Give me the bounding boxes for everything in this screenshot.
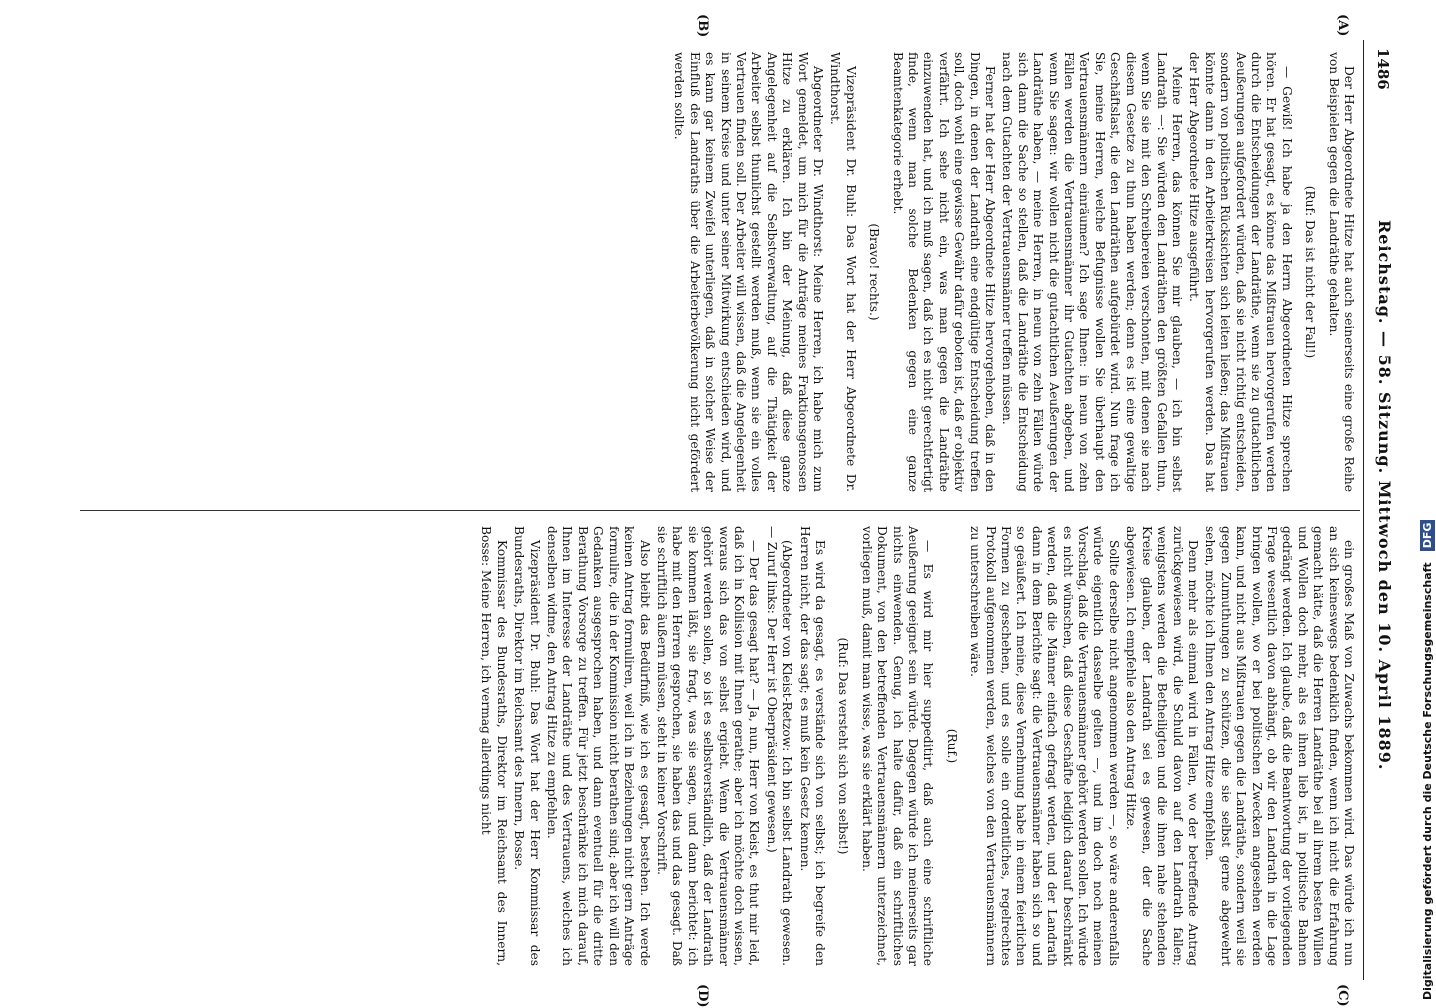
margin-mark-c: (C) [1335,984,1350,1007]
paragraph: Der Herr Abgeordnete Hitze hat auch seinerseits eine große Reihe von Beispielen gegen die Landräthe gehalten. [1326,52,1356,492]
right-column [476,526,1356,966]
paragraph: — Der das gesagt hat? — Ja, nun, Herr von Kleist, es thut mir leid, daß ich in Kollision mit Ihnen gerathe; aber ich möchte doch wissen, woraus sich das von selbst ergiebt. Wenn die Vertrauensmänner gehört werden sollen, so ist es selbstverständlich, daß der Landrath sie kommen läßt, sie fragt, was sie sagen, und dann berichtet: ich habe mit den Herren gesprochen, sie haben das und das gesagt. Daß sie schriftlich äußern müssen, steht in keiner Vorschrift. [654,526,762,966]
paragraph: Sollte derselbe nicht angenommen werden —, so wäre anderenfalls würde eigentlich dasselbe gelten —, und im doch noch meinen Vorschlag, daß die Vertrauensmänner gehört werden sollen. Ich würde es nicht wünschen, daß diese Geschäfte lediglich darauf beschränkt werden, daß die Männer einfach gefragt werden, und der Landrath dann in dem Berichte sagt: die Vertrauensmänner haben sich so und so geäußert. Ich meine, diese Vernehmung habe in einem feierlichen Formen zu geschehen, und es solle ein ordentliches, regelrechtes Protokoll aufgenommen werden, welches von den Vertrauensmännern zu unterschreiben wäre. [968,526,1121,966]
paragraph: — Es wird mir hier suppeditirt, daß auch eine schriftliche Aeußerung geeignet sein würde. Dagegen würde ich meinerseits gar nichts einwenden. Genug, ich halte dafür, daß ein schriftliches Dokument, von den betreffenden Vertrauensmännern unterzeichnet, vorliegen muß, damit man wisse, was sie erklärt haben. [859,526,936,966]
paragraph: Es wird da gesagt, es verstände sich von selbst; ich begreife den Herren nicht, der das sagt; es muß kein Gesetz kennen. [797,526,827,966]
interjection: (Bravo! rechts.) [867,223,882,321]
paragraph: Abgeordneter Dr. Windthorst: Meine Herren, ich habe mich zum Wort gemeldet, um mich für die Anträge meines Fraktionsgenossen Hitze zu erklären. Ich bin der Meinung, daß diese ganze Angelegenheit auf die Selbstverwaltung, auf die Thätigkeit der Arbeiter selbst thunlichst gestellt werden muß, wenn sie ein volles Vertrauen finden soll. Der Arbeiter will wissen, daß die Angelegenheit in seinem Kreise und unter seiner Mitwirkung entschieden wird, und es kann gar keinem Zweifel unterliegen, daß in solcher Weise der Einfluß des Landraths über die Arbeiterbevölkerung nicht gefördert werden sollte. [672,52,825,492]
paragraph: Meine Herren, das können Sie mir glauben, — ich bin selbst Landrath —: Sie würden den Landräthen den größten Gefallen thun, wenn Sie sie mit den Schreibereien verschonten, mit denen sie nach diesem Gesetze zu thun haben werden; denn es ist eine gewaltige Geschäftslast, die den Landräthen aufgebürdet wird. Nun frage ich Sie, meine Herren, welche Befugnisse wollen Sie überhaupt den Vertrauensmännern einräumen? Ich sage Ihnen: in neun von zehn Fällen werden die Vertrauensmänner ihr Gutachten abgeben, und wenn Sie sagen: wir wollen nicht die gutachtlichen Aeußerungen der Landräthe haben, — meine Herren, in neun von zehn Fällen würde sich dann die Sache so stellen, daß die Landräthe die Entscheidung nach dem Gutachten der Vertrauensmänner treffen müssen. [1000,52,1184,492]
paragraph: Vizepräsident Dr. Buhl: Das Wort hat der Herr Abgeordnete Dr. Windthorst. [828,52,858,492]
paragraph: — Gewiß! Ich habe ja den Herrn Abgeordneten Hitze sprechen hören. Er hat gesagt, es könne das Mißtrauen hervorgerufen werden durch die Entscheidungen der Landräthe, wenn sie zu gutachtlichen Aeußerungen aufgefordert würden, daß sie nicht richtig entscheiden, sondern von politischen Rücksichten sich leiten ließen; das Mißtrauen könnte dann in den Arbeiterkreisen hervorgerufen werden. Das hat der Herr Abgeordnete Hitze ausgeführt. [1187,52,1294,492]
interjection: (Ruf.) [944,728,959,764]
interjection: (Ruf: Das versteht sich von selbst!) [836,637,851,855]
rotated-page-body [70,14,1400,1008]
running-title: Reichstag. — 58. Sitzung. Mittwoch den 10. April 1889. [1375,220,1394,771]
dfg-logo: DFG [1420,520,1435,552]
page-number: 1486 [1374,48,1392,90]
footer-text: Digitalisierung gefördert durch die Deutsche Forschungsgemeinschaft [1421,562,1434,1000]
left-column [669,52,1356,492]
paragraph: Also bleibt das Bedürfniß, wie ich es gesagt, bestehen. Ich werde keinen Antrag formuliren, weil ich in Beziehungen nicht gern Anträge formulire, die in der Kommission nicht berathen sind; aber ich will den Gedanken ausgesprochen haben, und dann eventuell für die dritte Berathung Vorsorge zu treffen. Für jetzt beschränke ich mich darauf, Ihnen im Interesse der Landräthe und des Vertrauens, welches ich denselben widme, den Antrag Hitze zu empfehlen. [545,526,652,966]
paragraph: Denn mehr als einmal wird in Fällen, wo der betreffende Antrag zurückgewiesen wird, die Schuld davon auf den Landrath fallen; wenigstens werden die Betheiligten und die ihnen nahe stehenden Kreise glauben, der Landrath sei es gewesen, der die Sache abgewiesen. Ich empfehle also den Antrag Hitze. [1124,526,1200,966]
margin-mark-d: (D) [695,984,710,1008]
column-divider [80,510,1360,511]
margin-mark-a: (A) [1335,14,1350,37]
paragraph: Ferner hat der Herr Abgeordnete Hitze hervorgehoben, daß in den Dingen, in denen der Landrath eine endgültige Entscheidung treffen soll, doch wohl eine gewisse Gewähr dafür geboten ist, daß er objektiv verfährt. Ich sehe nicht ein, was man gegen die Landräthe einzuwenden hat, und ich muß sagen, daß ich es nicht gerechtfertigt finde, wenn man solche Bedenken gegen eine ganze Beamtenkategorie erhebt. [890,52,998,492]
paragraph: Kommissar des Bundesraths, Direktor im Reichsamt des Innern, Bosse: Meine Herren, ich vermag allerdings nicht [479,526,509,966]
margin-mark-b: (B) [695,14,710,38]
footer-credit [1416,0,1436,1000]
page-header [1363,40,1400,980]
paragraph: ein großes Maß von Zuwachs bekommen wird. Das würde ich nun an sich keineswegs bedenklich finden, wenn ich nicht die Erfahrung gemacht hätte, daß die Herren Landräthe bei all ihrem besten Willen und Wollen doch mehr, als es ihnen lieb ist, in politische Bahnen gedrängt werden. Ich glaube, daß die Beantwortung der vorliegenden Frage wesentlich davon abhängt, ob wir den Landrath in die Lage bringen wollen, wo er bei politischen Zwecken angesehen werden kann, und nicht aus Mißtrauen gegen die Landräthe, sondern weil sie gegen Zumuthungen zu schützen, die sie selbst gerne abgewehrt sehen, möchte ich Ihnen den Antrag Hitze empfehlen. [1203,526,1356,966]
paragraph: Vizepräsident Dr. Buhl: Das Wort hat der Herr Kommissar des Bundesraths, Direktor im Reichsamt des Innern, Bosse. [512,526,542,966]
paragraph: (Abgeordneter von Kleist-Retzow: Ich bin selbst Landrath gewesen. — Zuruf links: Der Herr ist Oberpräsident gewesen.) [764,526,795,966]
interjection: (Ruf: Das ist nicht der Fall!) [1303,185,1318,359]
